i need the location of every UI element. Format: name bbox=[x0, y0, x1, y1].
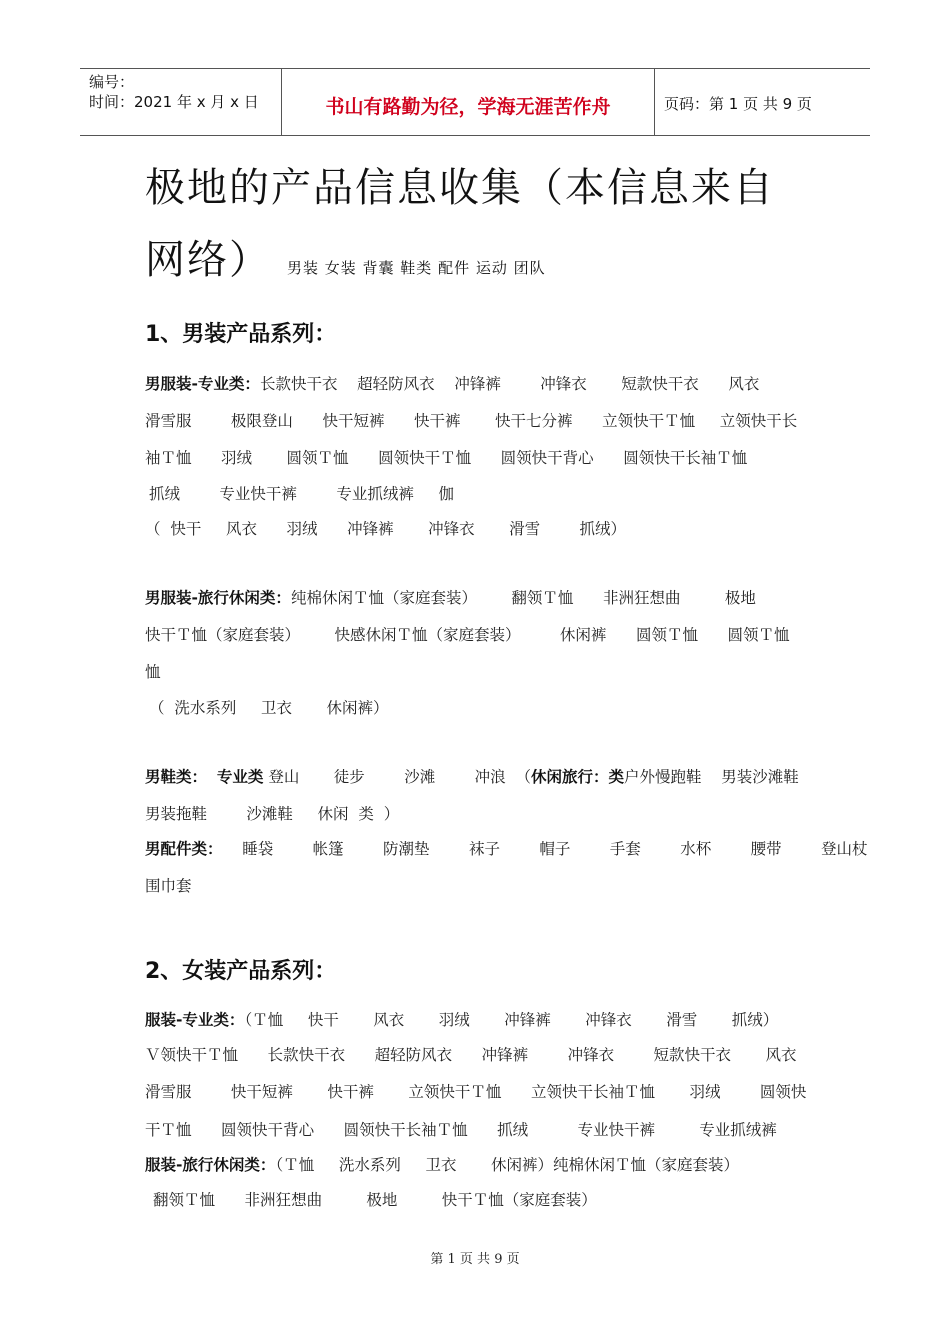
men-travel-items1: 纯棉休闲Ｔ恤（家庭套装） 翻领Ｔ恤 非洲狂想曲 极地 bbox=[290, 589, 756, 607]
men-shoes-items2: 户外慢跑鞋 男装沙滩鞋 bbox=[624, 768, 799, 786]
men-shoes-line1 bbox=[145, 767, 825, 787]
women-travel-line1 bbox=[145, 1155, 825, 1175]
men-accessories-line2: 围巾套 bbox=[145, 877, 192, 895]
men-travel-line3: 恤 bbox=[145, 663, 161, 681]
women-pro-line3: 滑雪服 快干短裤 快干裤 立领快干Ｔ恤 立领快干长袖Ｔ恤 羽绒 圆领快 bbox=[145, 1083, 807, 1101]
header-meta bbox=[89, 72, 259, 112]
header-number: 编号： bbox=[89, 73, 135, 91]
header-page-info: 页码：第 1 页 共 9 页 bbox=[664, 95, 812, 113]
document-title-text: 网络） bbox=[145, 237, 271, 283]
women-pro-label: 服装-专业类： bbox=[145, 1011, 245, 1029]
document-subtitle: 男装 女装 背囊 鞋类 配件 运动 团队 bbox=[287, 259, 546, 277]
men-shoes-items1: 登山 徒步 沙滩 冲浪 （ bbox=[263, 768, 531, 786]
men-shoes-line2: 男装拖鞋 沙滩鞋 休闲 类 ） bbox=[145, 805, 400, 823]
men-accessories-items: 睡袋 帐篷 防潮垫 袜子 帽子 手套 水杯 腰带 登山杖 bbox=[222, 840, 868, 858]
men-pro-label: 男服装-专业类： bbox=[145, 375, 260, 393]
document-title-line2 bbox=[145, 237, 825, 288]
men-travel-line1 bbox=[145, 588, 825, 608]
women-pro-line2: Ｖ领快干Ｔ恤 长款快干衣 超轻防风衣 冲锋裤 冲锋衣 短款快干衣 风衣 bbox=[145, 1046, 797, 1064]
women-travel-line2: 翻领Ｔ恤 非洲狂想曲 极地 快干Ｔ恤（家庭套装） bbox=[153, 1191, 597, 1209]
men-accessories-line1 bbox=[145, 839, 868, 859]
men-pro-items1: 长款快干衣 超轻防风衣 冲锋裤 冲锋衣 短款快干衣 风衣 bbox=[259, 375, 760, 393]
women-pro-items1: （Ｔ恤 快干 风衣 羽绒 冲锋裤 冲锋衣 滑雪 抓绒） bbox=[244, 1011, 779, 1029]
men-pro-line2: 滑雪服 极限登山 快干短裤 快干裤 快干七分裤 立领快干Ｔ恤 立领快干长 bbox=[145, 412, 798, 430]
men-travel-label: 男服装-旅行休闲类： bbox=[145, 589, 291, 607]
header-motto: 书山有路勤为径，学海无涯苦作舟 bbox=[325, 96, 611, 118]
header-rule-bottom bbox=[80, 135, 870, 136]
men-pro-line3: 袖Ｔ恤 羽绒 圆领Ｔ恤 圆领快干Ｔ恤 圆领快干背心 圆领快干长袖Ｔ恤 bbox=[145, 449, 748, 467]
men-travel-line4: （ 洗水系列 卫衣 休闲裤） bbox=[149, 699, 389, 717]
women-travel-items1: （Ｔ恤 洗水系列 卫衣 休闲裤）纯棉休闲Ｔ恤（家庭套装） bbox=[275, 1156, 739, 1174]
document-title-line1: 极地的产品信息收集（本信息来自 bbox=[145, 165, 775, 211]
women-pro-line4: 干Ｔ恤 圆领快干背心 圆领快干长袖Ｔ恤 抓绒 专业快干裤 专业抓绒裤 bbox=[145, 1121, 777, 1139]
header-rule-top bbox=[80, 68, 870, 69]
men-accessories-label: 男配件类： bbox=[145, 840, 223, 858]
section2-heading: 2、女装产品系列： bbox=[145, 959, 337, 984]
men-shoes-travel-label: 休闲旅行：类 bbox=[531, 768, 625, 786]
men-shoes-pro-label: 专业类 bbox=[216, 768, 264, 786]
page-footer: 第 1 页 共 9 页 bbox=[430, 1252, 520, 1267]
men-pro-line5: （ 快干 风衣 羽绒 冲锋裤 冲锋衣 滑雪 抓绒） bbox=[145, 520, 627, 538]
men-shoes-label: 男鞋类： bbox=[145, 768, 208, 786]
women-pro-line1 bbox=[145, 1010, 825, 1030]
women-travel-label: 服装-旅行休闲类： bbox=[145, 1156, 276, 1174]
men-travel-line2: 快干Ｔ恤（家庭套装） 快感休闲Ｔ恤（家庭套装） 休闲裤 圆领Ｔ恤 圆领Ｔ恤 bbox=[145, 626, 790, 644]
section1-heading: 1、男装产品系列： bbox=[145, 322, 337, 347]
header-divider-2 bbox=[654, 68, 655, 136]
men-pro-line4: 抓绒 专业快干裤 专业抓绒裤 伽 bbox=[149, 485, 454, 503]
header-time: 时间：2021 年 x 月 x 日 bbox=[89, 93, 259, 111]
men-pro-line1 bbox=[145, 374, 825, 394]
